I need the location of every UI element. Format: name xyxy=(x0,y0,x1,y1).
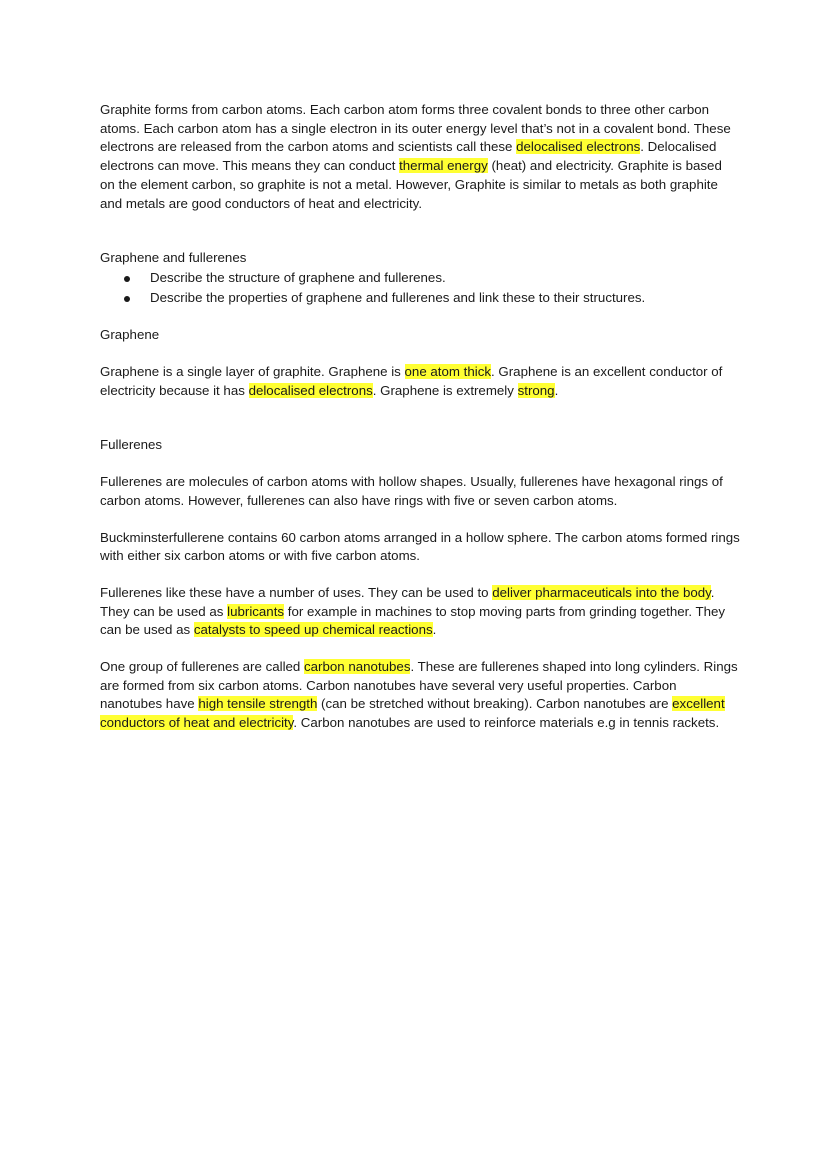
text-run: . They can be used as xyxy=(100,584,715,619)
text-run: . Carbon nanotubes are used to reinforce materials e.g in tennis rackets. xyxy=(293,715,720,731)
fullerenes-heading: Fullerenes xyxy=(100,437,163,453)
text-run: Fullerenes like these have a number of uses. They can be used to xyxy=(100,584,493,600)
graphite-paragraph xyxy=(100,101,740,213)
fullerenes-paragraph-1: Fullerenes are molecules of carbon atoms with hollow shapes. Usually, fullerenes have hexagonal rings of carbon atoms. However, fullerenes can also have rings with five or seven carbon atoms. xyxy=(100,474,723,508)
highlight-high-tensile-strength: high tensile strength xyxy=(198,696,318,712)
text-run: (heat) and electricity. Graphite is based on the element carbon, so graphite is not a metal. However, Graphite is similar to metals as both graphite and metals are good conductors of heat and electricity. xyxy=(100,158,722,211)
text-run: Graphene is a single layer of graphite. Graphene is xyxy=(100,364,405,380)
document-page xyxy=(100,101,740,733)
text-run: . xyxy=(554,382,559,398)
section-title: Graphene and fullerenes xyxy=(100,250,247,266)
highlight-thermal-energy: thermal energy xyxy=(399,158,488,174)
highlight-delocalised-electrons: delocalised electrons xyxy=(248,382,373,398)
highlight-delocalised-electrons: delocalised electrons xyxy=(516,139,641,155)
graphene-heading: Graphene xyxy=(100,327,160,343)
bullet-icon xyxy=(124,296,130,302)
text-run: One group of fullerenes are called xyxy=(100,659,305,675)
list-item xyxy=(100,269,740,288)
list-item xyxy=(100,289,740,308)
text-run: Graphite forms from carbon atoms. Each carbon atom forms three covalent bonds to three other carbon atoms. Each carbon atom has a single electron in its outer energy level that’s not in a covalent bond. These electrons are released from the carbon atoms and scientists call these xyxy=(100,102,731,155)
graphene-paragraph xyxy=(100,363,740,400)
highlight-lubricants: lubricants xyxy=(227,603,285,619)
text-run: for example in machines to stop moving parts from grinding together. They can be used as xyxy=(100,603,726,638)
bullet-icon xyxy=(124,276,130,282)
highlight-carbon-nanotubes: carbon nanotubes xyxy=(304,659,411,675)
text-run: . Graphene is extremely xyxy=(372,382,518,398)
highlight-one-atom-thick: one atom thick xyxy=(404,364,492,380)
highlight-deliver-pharmaceuticals: deliver pharmaceuticals into the body xyxy=(492,584,711,600)
list-item-text: Describe the structure of graphene and fullerenes. xyxy=(150,269,446,285)
fullerenes-paragraph-4 xyxy=(100,658,740,733)
highlight-strong: strong xyxy=(517,382,555,398)
text-run: . Graphene is an excellent conductor of electricity because it has xyxy=(100,364,723,398)
objectives-list xyxy=(100,269,740,307)
highlight-catalysts: catalysts to speed up chemical reactions xyxy=(193,622,433,638)
list-item-text: Describe the properties of graphene and fullerenes and link these to their structures. xyxy=(150,289,646,305)
highlight-excellent-conductors: excellent conductors of heat and electricity xyxy=(100,696,725,731)
text-run: . Delocalised electrons can move. This means they can conduct xyxy=(100,139,717,174)
fullerenes-paragraph-3 xyxy=(100,584,740,640)
text-run: . These are fullerenes shaped into long cylinders. Rings are formed from six carbon atoms. Carbon nanotubes have several very useful properties. Carbon nanotubes have xyxy=(100,659,738,712)
text-run: (can be stretched without breaking). Carbon nanotubes are xyxy=(317,696,673,712)
fullerenes-paragraph-2: Buckminsterfullerene contains 60 carbon atoms arranged in a hollow sphere. The carbon atoms formed rings with either six carbon atoms or with five carbon atoms. xyxy=(100,529,740,564)
text-run: . xyxy=(432,622,437,638)
